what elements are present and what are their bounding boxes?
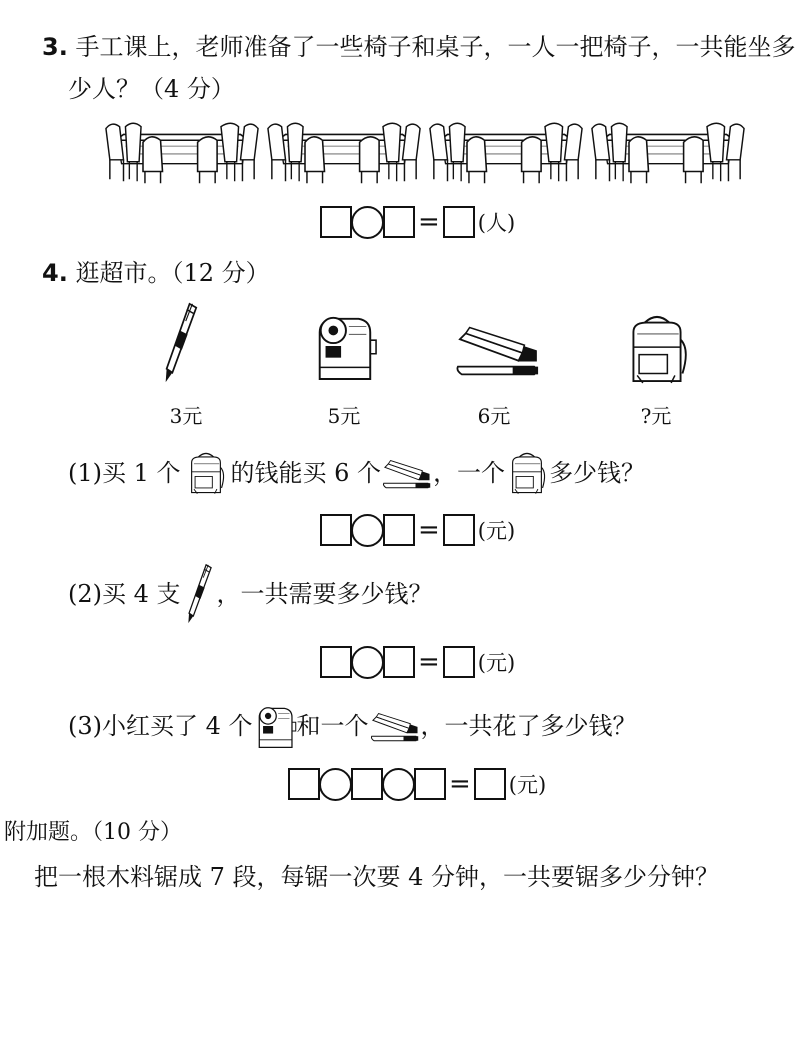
price-pen: 3元 bbox=[169, 404, 203, 428]
sub1-text-d: 多少钱？ bbox=[549, 459, 646, 487]
sub2-text-a: (2)买 4 支 bbox=[68, 580, 181, 608]
answer-box[interactable] bbox=[351, 768, 383, 800]
backpack-icon bbox=[624, 310, 690, 388]
answer-box[interactable] bbox=[383, 206, 415, 238]
pen-icon bbox=[181, 562, 217, 626]
price-backpack: ?元 bbox=[640, 404, 672, 428]
backpack-icon bbox=[181, 450, 231, 496]
answer-box[interactable] bbox=[414, 768, 446, 800]
sub3-equation bbox=[288, 766, 546, 802]
q3-text-line2: 少人？（4 分） bbox=[68, 75, 235, 103]
q4-sub3 bbox=[68, 700, 637, 752]
price-sharpener: 5元 bbox=[327, 404, 361, 428]
sub1-text-a: (1)买 1 个 bbox=[68, 459, 181, 487]
bonus-title: 附加题。（10 分） bbox=[4, 820, 182, 845]
answer-box[interactable] bbox=[474, 768, 506, 800]
sub1-text-b: 的钱能买 6 个 bbox=[230, 459, 382, 487]
q3-line1 bbox=[42, 32, 795, 62]
q3-text-line1: 手工课上，老师准备了一些椅子和桌子，一人一把椅子，一共能坐多 bbox=[75, 33, 796, 61]
table-chairs-icon bbox=[266, 120, 422, 184]
answer-box[interactable] bbox=[443, 514, 475, 546]
stapler-icon bbox=[369, 709, 421, 743]
q3-equation bbox=[320, 204, 515, 240]
equals-sign: = bbox=[418, 515, 440, 545]
price-stapler: 6元 bbox=[477, 404, 511, 428]
operator-circle[interactable] bbox=[351, 646, 384, 679]
pencil-sharpener-icon bbox=[310, 306, 378, 386]
sub1-text-c: ，一个 bbox=[433, 459, 506, 487]
equals-sign: = bbox=[418, 647, 440, 677]
stapler-icon bbox=[454, 318, 542, 380]
answer-box[interactable] bbox=[288, 768, 320, 800]
q4-header bbox=[42, 258, 270, 288]
bonus-question: 把一根木料锯成 7 段，每锯一次要 4 分钟，一共要锯多少分钟？ bbox=[34, 863, 720, 891]
sub3-text-a: (3)小红买了 4 个 bbox=[68, 712, 253, 740]
pen-icon bbox=[160, 300, 200, 386]
operator-circle[interactable] bbox=[351, 206, 384, 239]
equals-sign: = bbox=[418, 207, 440, 237]
answer-box[interactable] bbox=[383, 646, 415, 678]
answer-box[interactable] bbox=[443, 646, 475, 678]
sub1-equation bbox=[320, 512, 515, 548]
operator-circle[interactable] bbox=[351, 514, 384, 547]
answer-box[interactable] bbox=[320, 646, 352, 678]
stapler-icon bbox=[381, 456, 433, 490]
q4-title: 逛超市。（12 分） bbox=[75, 259, 270, 287]
backpack-icon bbox=[505, 450, 549, 496]
sub2-equation bbox=[320, 644, 515, 680]
sub3-text-b: 和一个 bbox=[296, 712, 369, 740]
sub3-unit: (元) bbox=[508, 773, 547, 797]
q3-unit: (人) bbox=[477, 211, 516, 235]
pencil-sharpener-icon bbox=[253, 700, 297, 752]
answer-box[interactable] bbox=[443, 206, 475, 238]
sub1-unit: (元) bbox=[477, 519, 516, 543]
table-chairs-icon bbox=[590, 120, 746, 184]
table-chairs-icon bbox=[428, 120, 584, 184]
answer-box[interactable] bbox=[320, 514, 352, 546]
operator-circle[interactable] bbox=[319, 768, 352, 801]
operator-circle[interactable] bbox=[382, 768, 415, 801]
q4-sub2 bbox=[68, 562, 433, 626]
sub2-text-b: ，一共需要多少钱？ bbox=[216, 580, 433, 608]
answer-box[interactable] bbox=[383, 514, 415, 546]
q4-number: 4. bbox=[42, 259, 68, 287]
sub3-text-c: ，一共花了多少钱？ bbox=[420, 712, 637, 740]
answer-box[interactable] bbox=[320, 206, 352, 238]
table-chairs-icon bbox=[104, 120, 260, 184]
equals-sign: = bbox=[449, 769, 471, 799]
q4-sub1 bbox=[68, 450, 645, 496]
q3-tables-row bbox=[104, 120, 746, 184]
sub2-unit: (元) bbox=[477, 651, 516, 675]
q3-number: 3. bbox=[42, 33, 68, 61]
